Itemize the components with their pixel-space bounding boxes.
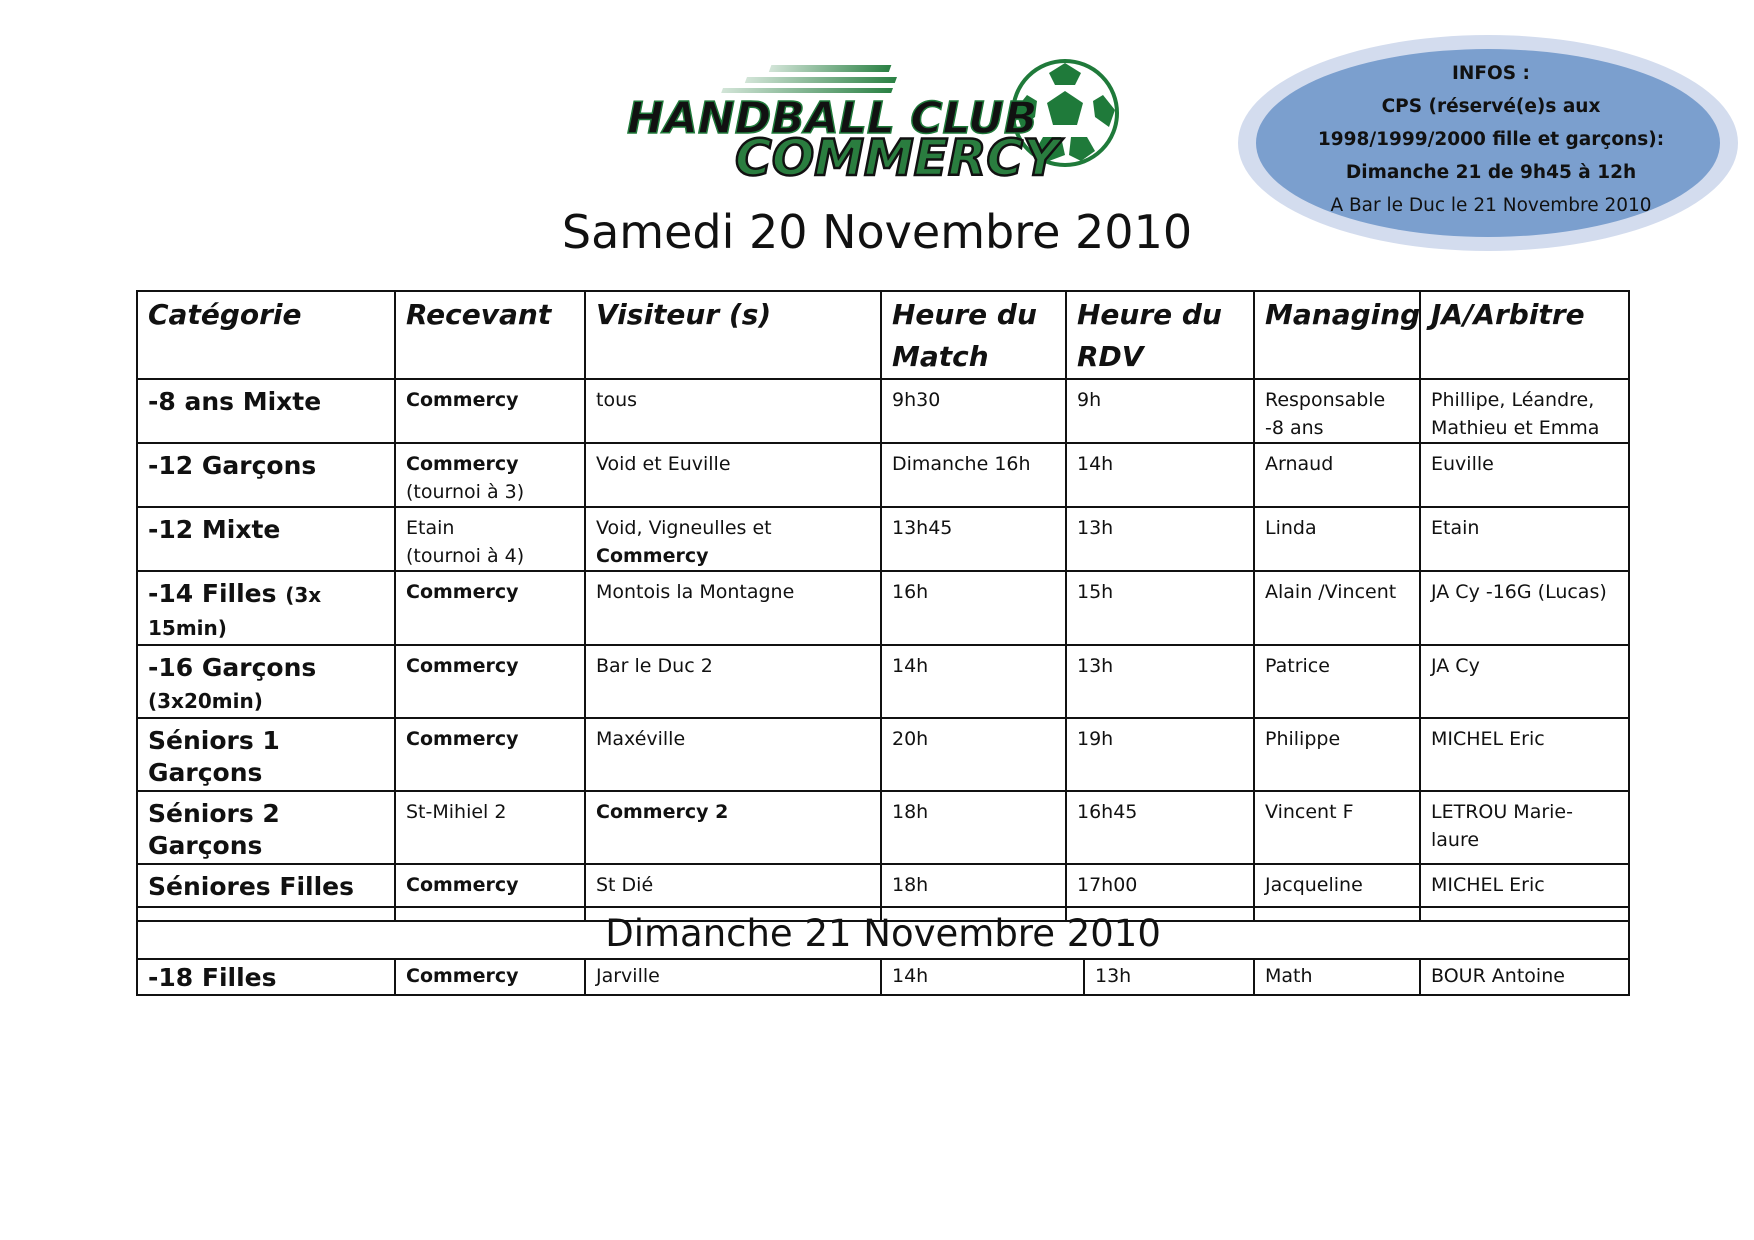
saturday-schedule-table: [136, 290, 1630, 922]
category-label: -12 Garçons: [148, 451, 317, 480]
category-label: -8 ans Mixte: [148, 387, 322, 416]
cell-visitor: [585, 791, 881, 864]
cell-referee: JA Cy -16G (Lucas): [1420, 571, 1629, 645]
home-team: Commercy: [406, 581, 519, 603]
cell-rdv-time: 13h: [1066, 645, 1254, 718]
home-team: St-Mihiel 2: [406, 801, 507, 823]
cell-rdv-time: 17h00: [1066, 864, 1254, 921]
cell-visitor: [585, 507, 881, 571]
logo-stripes: [721, 65, 897, 93]
header-managing: Managing: [1254, 291, 1420, 379]
visitor-team: Void et Euville: [596, 453, 731, 475]
cell-referee: LETROU Marie-laure: [1420, 791, 1629, 864]
sunday-title: Dimanche 21 Novembre 2010: [137, 907, 1629, 959]
cell-managing: Linda: [1254, 507, 1420, 571]
cell-match-time: 9h30: [881, 379, 1066, 443]
table-row: [137, 718, 1629, 791]
table-row: [137, 379, 1629, 443]
cell-category: [137, 791, 395, 864]
cell-match-time: 16h: [881, 571, 1066, 645]
cell-match-time: 14h: [881, 959, 1084, 995]
header-referee: JA/Arbitre: [1420, 291, 1629, 379]
cell-visitor: Jarville: [585, 959, 881, 995]
cell-home: [395, 718, 585, 791]
cell-referee: Euville: [1420, 443, 1629, 507]
cell-managing: Math: [1254, 959, 1420, 995]
table-row: [137, 645, 1629, 718]
home-team: Commercy: [406, 389, 519, 411]
cell-category: [137, 443, 395, 507]
cell-category: [137, 645, 395, 718]
cell-home: [395, 443, 585, 507]
cell-managing: Responsable -8 ans: [1254, 379, 1420, 443]
cell-visitor: [585, 379, 881, 443]
visitor-team: Bar le Duc 2: [596, 655, 713, 677]
cell-rdv-time: 14h: [1066, 443, 1254, 507]
visitor-team: Montois la Montagne: [596, 581, 795, 603]
cell-category: [137, 507, 395, 571]
category-extra: (3x 15min): [148, 583, 322, 640]
infos-line-5: A Bar le Duc le 21 Novembre 2010: [1330, 195, 1652, 216]
visitor-team: Commercy 2: [596, 801, 729, 823]
cell-rdv-time: 15h: [1066, 571, 1254, 645]
home-note: (tournoi à 4): [406, 545, 525, 567]
cell-rdv-time: 13h: [1066, 507, 1254, 571]
home-team: Commercy: [406, 655, 519, 677]
saturday-title: Samedi 20 Novembre 2010: [561, 205, 1193, 259]
cell-home: [395, 507, 585, 571]
home-note: (tournoi à 3): [406, 481, 525, 503]
home-team: Commercy: [406, 874, 519, 896]
cell-visitor: [585, 645, 881, 718]
table-row: [137, 571, 1629, 645]
category-label: Séniors 2 Garçons: [148, 799, 280, 860]
cell-rdv-time: 13h: [1084, 959, 1254, 995]
cell-rdv-time: 16h45: [1066, 791, 1254, 864]
visitor-extra: Commercy: [596, 545, 709, 567]
cell-home: [395, 791, 585, 864]
header-row: [137, 291, 1629, 379]
category-label: -16 Garçons: [148, 653, 317, 682]
category-label: -12 Mixte: [148, 515, 281, 544]
header-rdv-time: Heure du RDV: [1066, 291, 1254, 379]
cell-visitor: [585, 571, 881, 645]
cell-managing: Arnaud: [1254, 443, 1420, 507]
cell-match-time: 20h: [881, 718, 1066, 791]
cell-category: -18 Filles: [137, 959, 395, 995]
table-row: [137, 507, 1629, 571]
header-match-time: Heure du Match: [881, 291, 1066, 379]
infos-line-4: Dimanche 21 de 9h45 à 12h: [1345, 162, 1637, 183]
infos-line-2: CPS (réservé(e)s aux: [1381, 96, 1601, 117]
cell-home: Commercy: [395, 959, 585, 995]
cell-category: [137, 571, 395, 645]
logo-line-2: COMMERCY: [735, 129, 1060, 187]
cell-referee: BOUR Antoine: [1420, 959, 1629, 995]
visitor-team: Maxéville: [596, 728, 686, 750]
cell-visitor: [585, 443, 881, 507]
cell-visitor: [585, 718, 881, 791]
visitor-team: tous: [596, 389, 638, 411]
cell-managing: Vincent F: [1254, 791, 1420, 864]
cell-referee: Etain: [1420, 507, 1629, 571]
cell-referee: JA Cy: [1420, 645, 1629, 718]
club-logo: [625, 55, 1125, 190]
cell-referee: MICHEL Eric: [1420, 864, 1629, 921]
cell-rdv-time: 9h: [1066, 379, 1254, 443]
sunday-schedule-table: [136, 906, 1630, 996]
logo-line-1: HANDBALL CLUB: [627, 93, 1038, 144]
header-category: Catégorie: [137, 291, 395, 379]
cell-match-time: 18h: [881, 791, 1066, 864]
cell-match-time: 18h: [881, 864, 1066, 921]
category-label: -14 Filles: [148, 579, 277, 608]
category-label: Séniores Filles: [148, 872, 354, 901]
cell-referee: MICHEL Eric: [1420, 718, 1629, 791]
logo-graphic: [625, 55, 1125, 190]
cell-match-time: 13h45: [881, 507, 1066, 571]
cell-home: [395, 379, 585, 443]
cell-referee: Phillipe, Léandre, Mathieu et Emma: [1420, 379, 1629, 443]
infos-line-3: 1998/1999/2000 fille et garçons):: [1317, 129, 1665, 150]
table-row: [137, 791, 1629, 864]
infos-line-1: INFOS :: [1452, 63, 1530, 84]
cell-managing: Philippe: [1254, 718, 1420, 791]
cell-home: [395, 645, 585, 718]
table-row: [137, 959, 1629, 995]
cell-category: [137, 379, 395, 443]
category-extra: (3x20min): [148, 689, 263, 713]
home-team: Commercy: [406, 453, 519, 475]
cell-home: [395, 571, 585, 645]
home-team: Etain: [406, 517, 455, 539]
infos-text: [1296, 57, 1686, 222]
cell-rdv-time: 19h: [1066, 718, 1254, 791]
cell-managing: Jacqueline: [1254, 864, 1420, 921]
cell-category: [137, 718, 395, 791]
visitor-team: St Dié: [596, 874, 654, 896]
cell-match-time: Dimanche 16h: [881, 443, 1066, 507]
category-label: Séniors 1 Garçons: [148, 726, 280, 787]
cell-managing: Patrice: [1254, 645, 1420, 718]
cell-managing: Alain /Vincent: [1254, 571, 1420, 645]
home-team: Commercy: [406, 728, 519, 750]
visitor-team: Void, Vigneulles et: [596, 517, 772, 539]
header-visitor: Visiteur (s): [585, 291, 881, 379]
cell-match-time: 14h: [881, 645, 1066, 718]
header-home: Recevant: [395, 291, 585, 379]
table-row: [137, 443, 1629, 507]
